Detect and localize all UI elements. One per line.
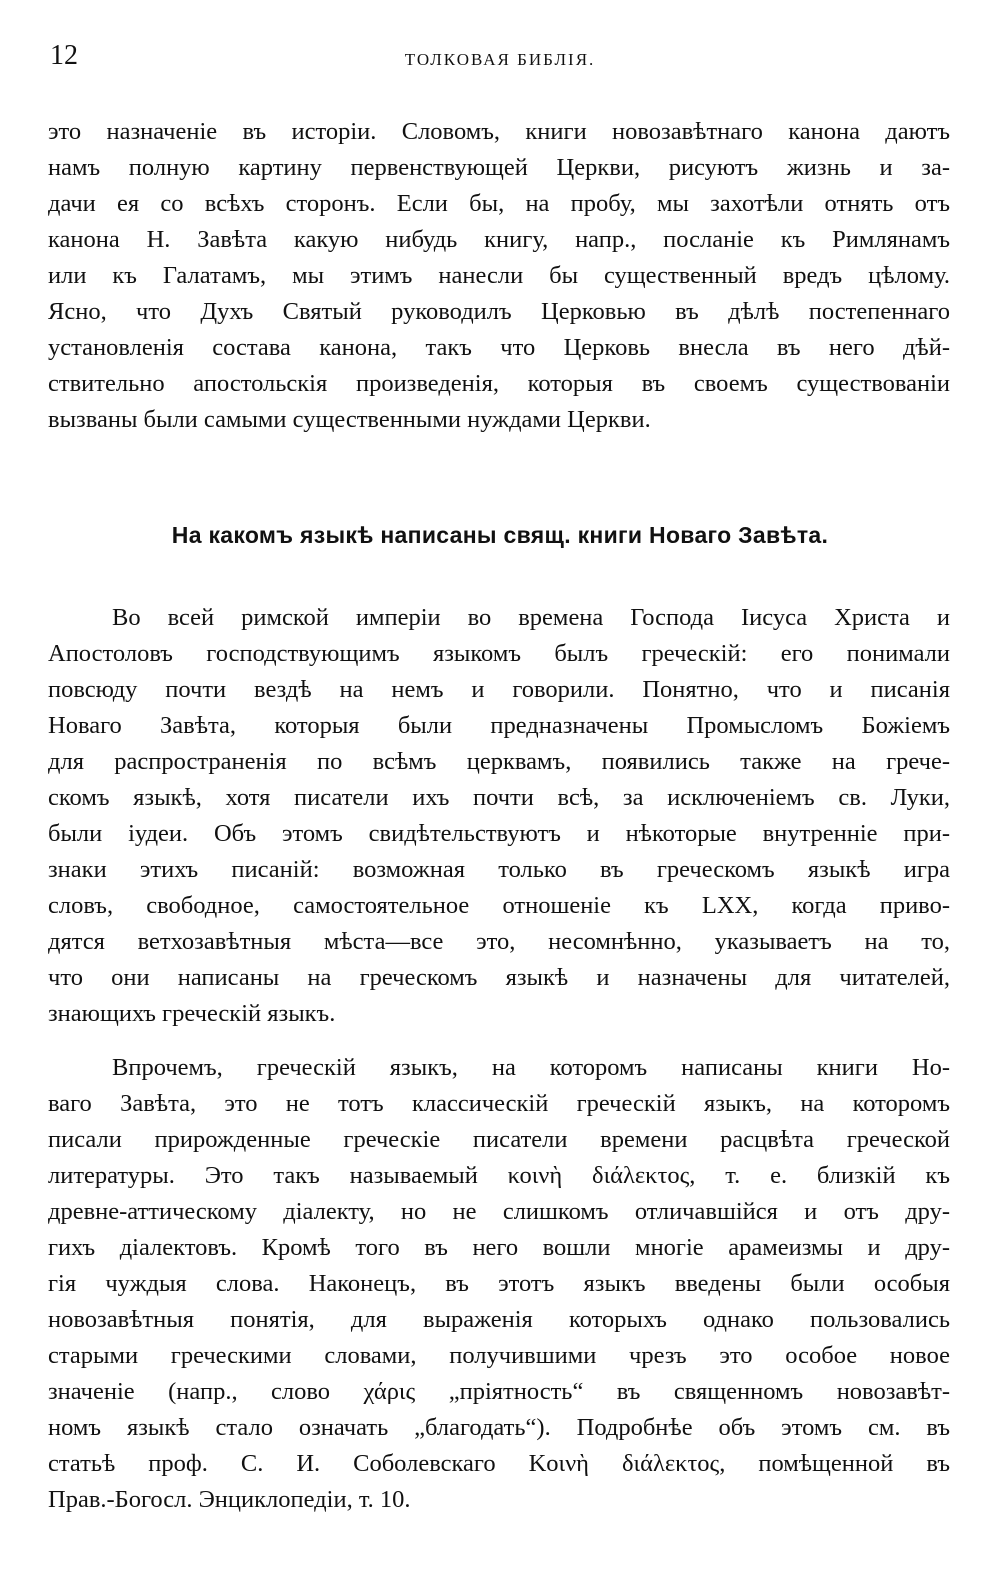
text-line: номъ языкѣ стало означать „благодать“). Подробнѣе объ этомъ см. въ [48, 1414, 950, 1441]
text-line: знаки этихъ писаній: возможная только въ греческомъ языкѣ игра [48, 856, 950, 883]
text-line: намъ полную картину первенствующей Церкви, рисуютъ жизнь и за- [48, 154, 950, 181]
text-line: Новаго Завѣта, которыя были предназначены Промысломъ Божіемъ [48, 712, 950, 739]
text-line: Апостоловъ господствующимъ языкомъ былъ греческій: его понимали [48, 640, 950, 667]
text-line: Ясно, что Духъ Святый руководилъ Церковью въ дѣлѣ постепеннаго [48, 298, 950, 325]
text-line: ваго Завѣта, это не тотъ классическій греческій языкъ, на которомъ [48, 1090, 950, 1117]
text-line: дятся ветхозавѣтныя мѣста—все это, несомнѣнно, указываетъ на то, [48, 928, 950, 955]
text-line: это назначеніе въ исторіи. Словомъ, книги новозавѣтнаго канона даютъ [48, 118, 950, 145]
text-line: статьѣ проф. С. И. Соболевскаго Κοινὴ διάλεκτος, помѣщенной въ [48, 1450, 950, 1477]
text-line: гія чуждыя слова. Наконецъ, въ этотъ языкъ введены были особыя [48, 1270, 950, 1297]
paragraph-canon [48, 114, 950, 438]
text-line: литературы. Это такъ называемый κοινὴ διάλεκτος, т. е. близкій къ [48, 1162, 950, 1189]
text-line: для распространенія по всѣмъ церквамъ, появились также на грече- [48, 748, 950, 775]
text-line: скомъ языкѣ, хотя писатели ихъ почти всѣ, за исключеніемъ св. Луки, [48, 784, 950, 811]
text-line: новозавѣтныя понятія, для выраженія которыхъ однако пользовались [48, 1306, 950, 1333]
text-line: старыми греческими словами, получившими чрезъ это особое новое [48, 1342, 950, 1369]
text-line: вызваны были самыми существенными нуждами Церкви. [48, 406, 651, 433]
text-line: древне-аттическому діалекту, но не слишкомъ отличавшійся и отъ дру- [48, 1198, 950, 1225]
text-line: словъ, свободное, самостоятельное отношеніе къ LXX, когда приво- [48, 892, 950, 919]
paragraph-greek-language [48, 600, 950, 1032]
text-line: значеніе (напр., слово χάρις „пріятность“ въ священномъ новозавѣт- [48, 1378, 950, 1405]
text-line: канона Н. Завѣта какую нибудь книгу, напр., посланіе къ Римлянамъ [48, 226, 950, 253]
text-line: знающихъ греческій языкъ. [48, 1000, 336, 1027]
text-line: что они написаны на греческомъ языкѣ и назначены для читателей, [48, 964, 950, 991]
running-title: ТОЛКОВАЯ БИБЛІЯ. [404, 50, 596, 69]
text-line: были іудеи. Объ этомъ свидѣтельствуютъ и нѣкоторые внутренніе при- [48, 820, 950, 847]
page-number: 12 [50, 40, 78, 71]
paragraph-koine [48, 1050, 950, 1518]
section-heading: На какомъ языкѣ написаны свящ. книги Новаго Завѣта. [171, 522, 829, 548]
text-line: дачи ея со всѣхъ сторонъ. Если бы, на пробу, мы захотѣли отнять отъ [48, 190, 950, 217]
page-header [0, 0, 1000, 90]
text-line: установленія состава канона, такъ что Церковь внесла въ него дѣй- [48, 334, 950, 361]
text-line: Во всей римской имперіи во времена Господа Іисуса Христа и [112, 604, 950, 631]
text-line: Впрочемъ, греческій языкъ, на которомъ написаны книги Но- [112, 1054, 950, 1081]
text-line: повсюду почти вездѣ на немъ и говорили. Понятно, что и писанія [48, 676, 950, 703]
text-line: или къ Галатамъ, мы этимъ нанесли бы существенный вредъ цѣлому. [48, 262, 950, 289]
text-line: гихъ діалектовъ. Кромѣ того въ него вошли многіе арамеизмы и дру- [48, 1234, 950, 1261]
text-line: писали прирожденные греческіе писатели времени расцвѣта греческой [48, 1126, 950, 1153]
text-line: Прав.-Богосл. Энциклопедіи, т. 10. [48, 1486, 411, 1513]
text-line: ствительно апостольскія произведенія, которыя въ своемъ существованіи [48, 370, 950, 397]
